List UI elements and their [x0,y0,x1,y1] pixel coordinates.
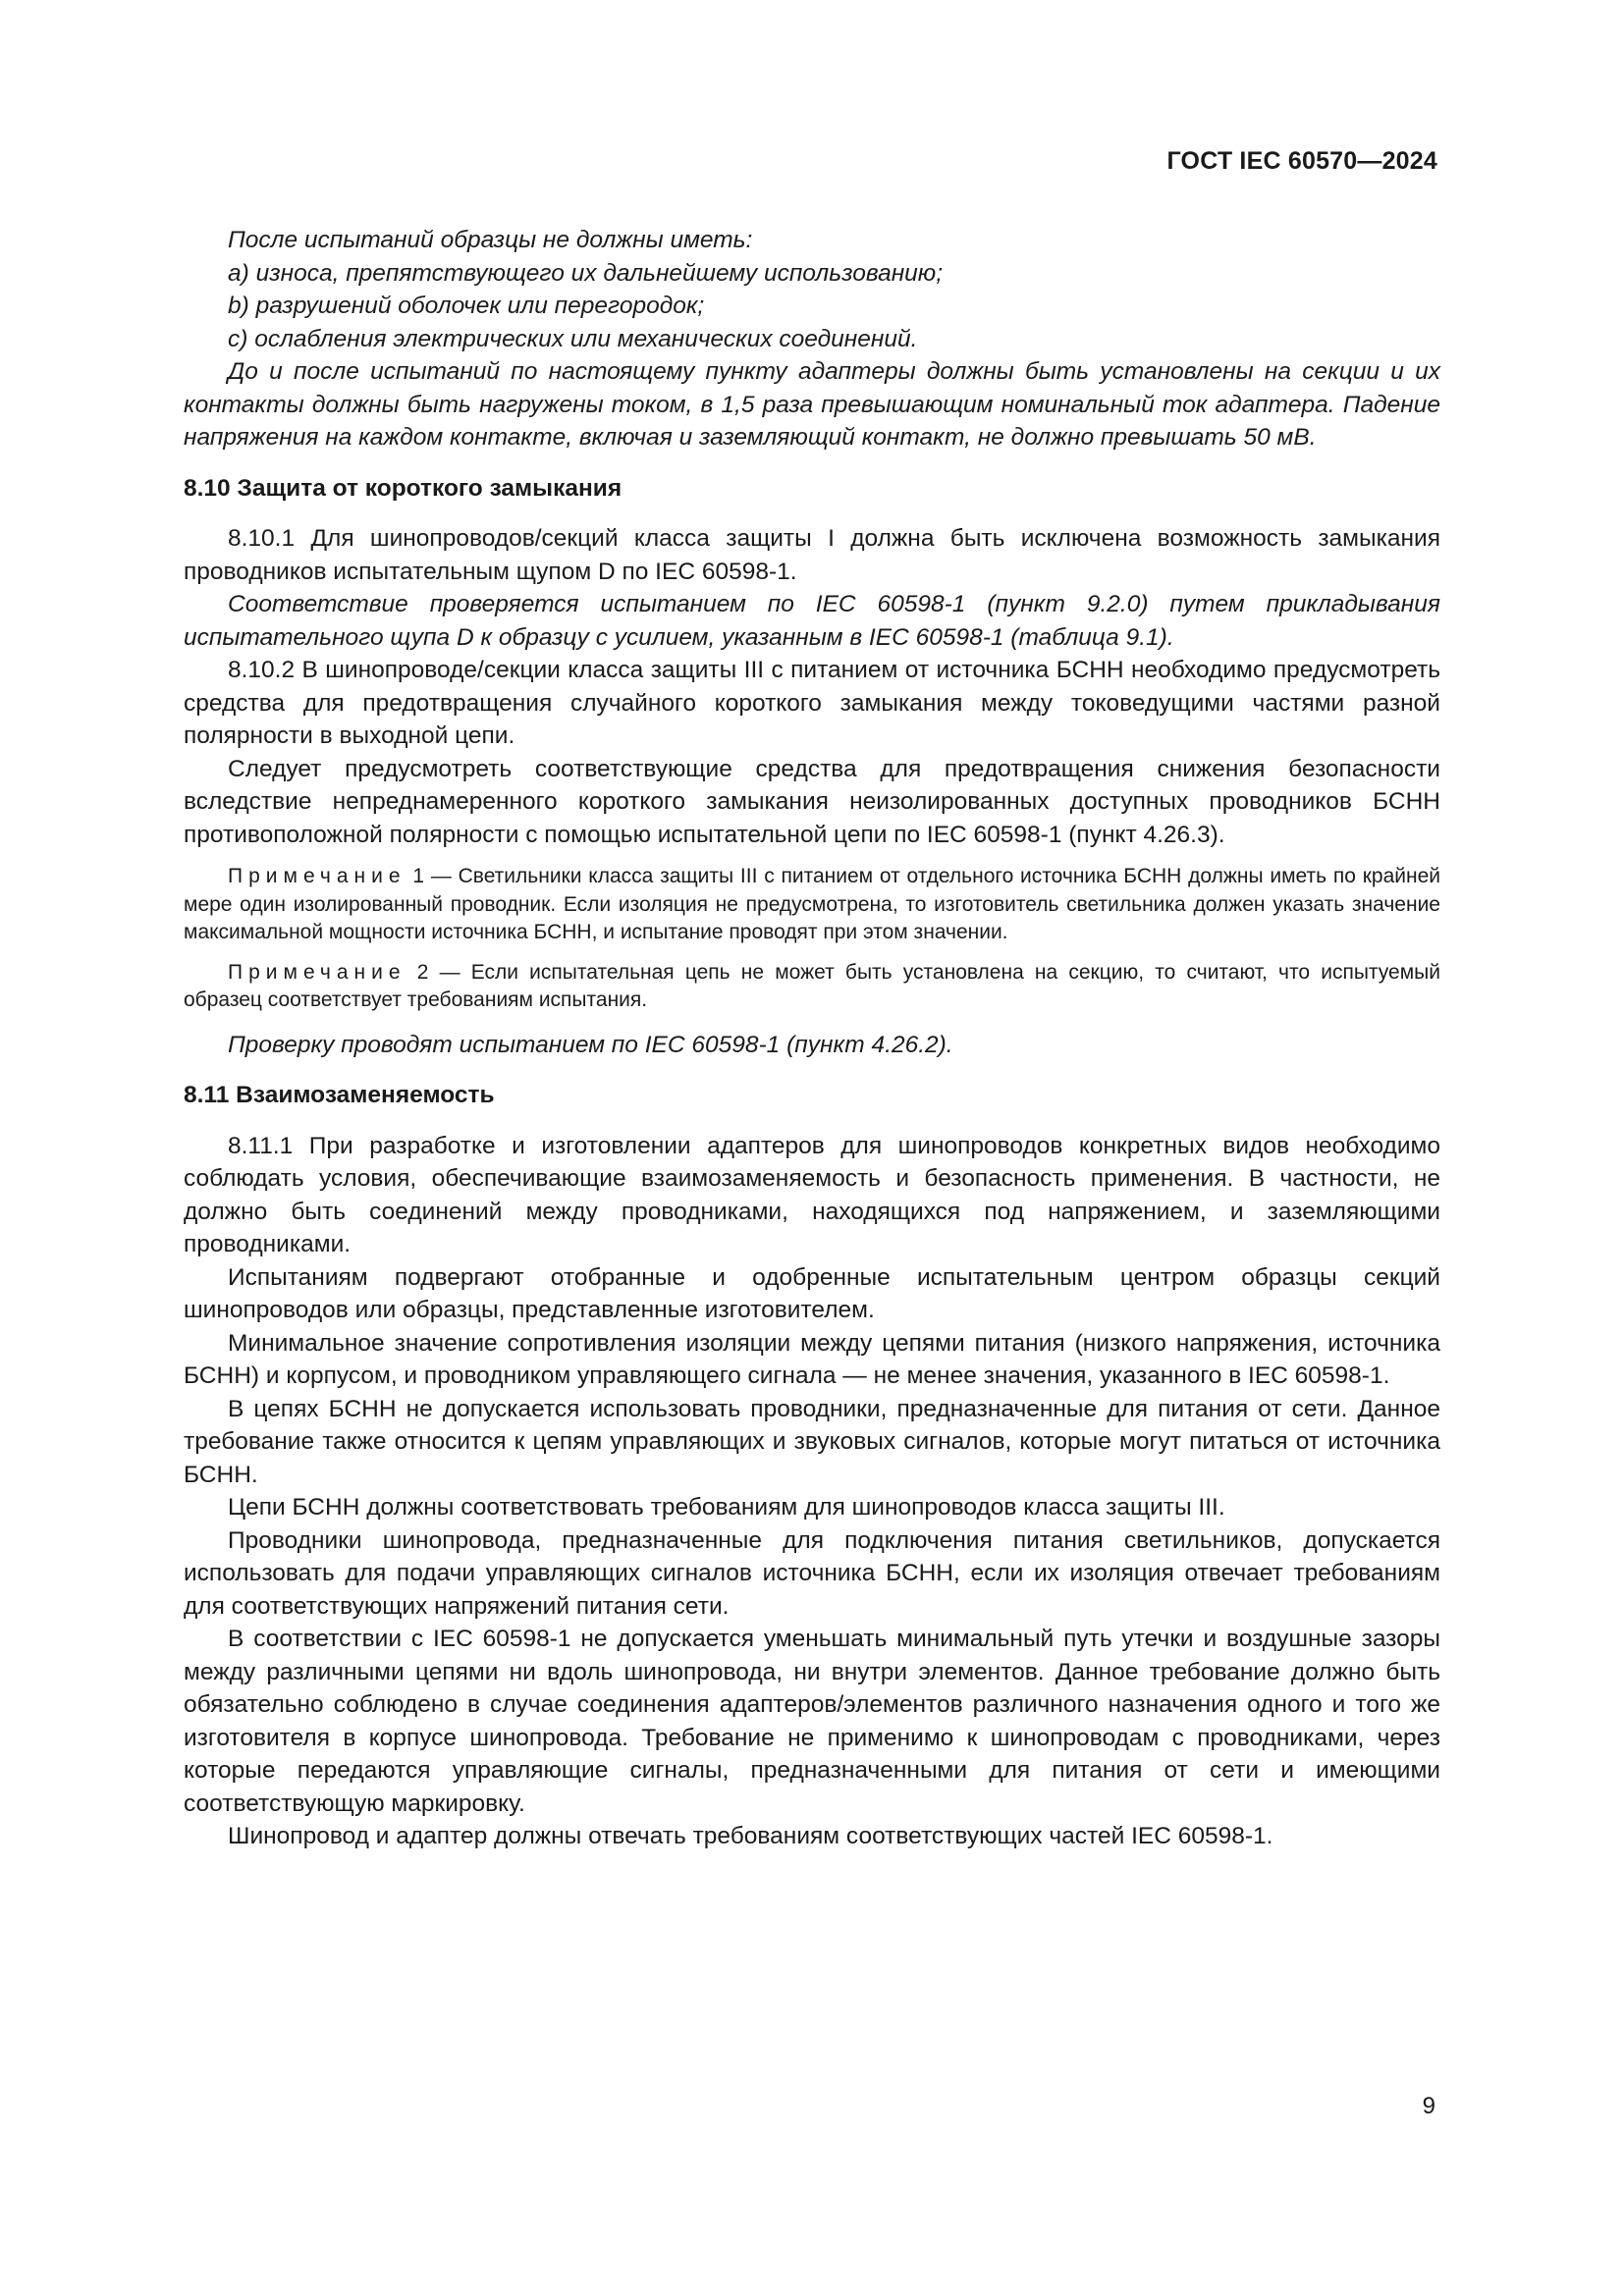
list-item: b) разрушений оболочек или перегородок; [228,293,705,319]
note [184,863,1440,947]
page-content [184,224,1440,1853]
section-heading: 8.11 Взаимозаменяемость [184,1082,495,1108]
paragraph: 8.10.1 Для шинопроводов/секций класса защиты I должна быть исключена возможность замыкания проводников испытательным щупом D по IEC 60598-1. [184,525,1440,585]
paragraph: Испытаниям подвергают отобранные и одобренные испытательным центром образцы секций шинопроводов или образцы, представленные изготовителем. [184,1263,1440,1323]
note-label: Примечание [228,865,406,887]
paragraph: Цепи БСНН должны соответствовать требованиям для шинопроводов класса защиты III. [228,1494,1225,1521]
paragraph: Проверку проводят испытанием по IEC 60598-1 (пункт 4.26.2). [228,1031,953,1058]
paragraph: Следует предусмотреть соответствующие средства для предотвращения снижения безопасности вследствие непреднамеренного короткого замыкания неизолированных доступных проводников БСНН противоположной полярности с помощью испытательной цепи по IEC 60598-1 (пункт 4.26.3). [184,755,1440,848]
paragraph: В соответствии с IEC 60598-1 не допускается уменьшать минимальный путь утечки и воздушные зазоры между различными цепями ни вдоль шинопровода, ни внутри элементов. Данное требование должно быть обязательно соблюдено в случае соединения адаптеров/элементов различного назначения одного и того же изготовителя в корпусе шинопровода. Требование не применимо к шинопроводам с проводниками, через которые передаются управляющие сигналы, предназначенными для питания от сети и имеющими соответствующую маркировку. [184,1626,1440,1817]
paragraph: Соответствие проверяется испытанием по IEC 60598-1 (пункт 9.2.0) путем прикладывания испытательного щупа D к образцу с усилием, указанным в IEC 60598-1 (таблица 9.1). [184,591,1440,651]
paragraph: Минимальное значение сопротивления изоляции между цепями питания (низкого напряжения, источника БСНН) и корпусом, и проводником управляющего сигнала — не менее значения, указанного в IEC 60598-1. [184,1329,1440,1389]
note-text: 1 — Светильники класса защиты III с питанием от отдельного источника БСНН должны иметь по крайней мере один изолированный проводник. Если изоляция не предусмотрена, то изготовитель светильника должен указать значение максимальной мощности источника БСНН, и испытание проводят при этом значении. [184,865,1440,943]
paragraph: 8.10.2 В шинопроводе/секции класса защиты III с питанием от источника БСНН необходимо предусмотреть средства для предотвращения случайного короткого замыкания между токоведущими частями разной полярности в выходной цепи. [184,657,1440,749]
note-text: 2 — Если испытательная цепь не может быть установлена на секцию, то считают, что испытуемый образец соответствует требованиям испытания. [184,960,1440,1011]
document-header: ГОСТ IEC 60570—2024 [1166,147,1437,175]
paragraph: 8.11.1 При разработке и изготовлении адаптеров для шинопроводов конкретных видов необходимо соблюдать условия, обеспечивающие взаимозаменяемость и безопасность применения. В частности, не должно быть соединений между проводниками, находящихся под напряжением, и заземляющими проводниками. [184,1132,1440,1257]
paragraph: В цепях БСНН не допускается использовать проводники, предназначенные для питания от сети. Данное требование также относится к цепям управляющих и звуковых сигналов, которые могут питаться от источника БСНН. [184,1395,1440,1488]
paragraph: Шинопровод и адаптер должны отвечать требованиям соответствующих частей IEC 60598-1. [228,1823,1273,1849]
paragraph: После испытаний образцы не должны иметь: [228,227,753,253]
paragraph: До и после испытаний по настоящему пункту адаптеры должны быть установлены на секции и их контакты должны быть нагружены током, в 1,5 раза превышающим номинальный ток адаптера. Падение напряжения на каждом контакте, включая и заземляющий контакт, не должно превышать 50 мВ. [184,358,1440,451]
page-number: 9 [1422,2093,1435,2119]
note-label: Примечание [228,960,406,984]
paragraph: Проводники шинопровода, предназначенные для подключения питания светильников, допускается использовать для подачи управляющих сигналов источника БСНН, если их изоляция отвечает требованиям для соответствующих напряжений питания сети. [184,1526,1440,1620]
list-item: c) ослабления электрических или механических соединений. [228,325,918,352]
section-heading: 8.10 Защита от короткого замыкания [184,474,623,502]
note [184,959,1440,1015]
list-item: a) износа, препятствующего их дальнейшему использованию; [228,259,944,287]
